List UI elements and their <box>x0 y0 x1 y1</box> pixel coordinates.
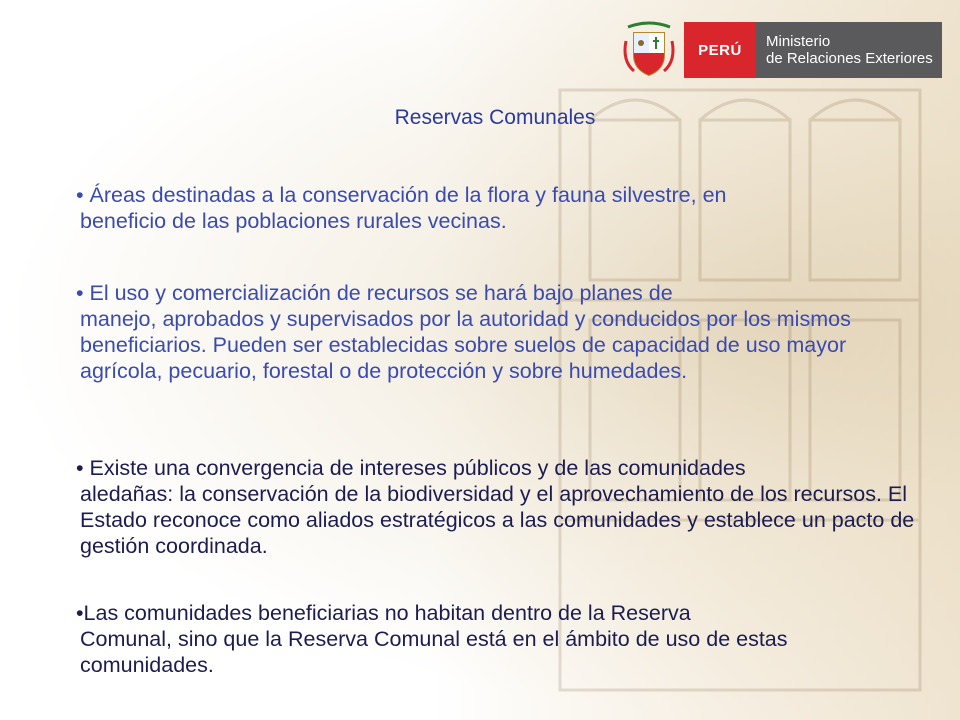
bullet-1 <box>76 182 900 234</box>
bullet-4 <box>76 600 910 678</box>
ministry-logo <box>620 20 942 80</box>
bullet-1-rest: beneficio de las poblaciones rurales vecinas. <box>80 209 507 233</box>
bullet-1-line1: • Áreas destinadas a la conservación de la flora y fauna silvestre, en <box>76 183 727 207</box>
slide-title: Reservas Comunales <box>394 106 596 129</box>
bullet-2 <box>76 280 920 384</box>
bullet-4-line1: •Las comunidades beneficiarias no habitan dentro de la Reserva <box>76 601 691 625</box>
bullet-4-rest: Comunal, sino que la Reserva Comunal está en el ámbito de uso de estas comunidades. <box>80 627 788 677</box>
ministry-name <box>756 22 942 78</box>
bullet-2-line1: • El uso y comercialización de recursos se hará bajo planes de <box>76 281 673 305</box>
country-label: PERÚ <box>684 22 756 78</box>
coat-of-arms-icon <box>620 21 678 79</box>
bullet-2-rest: manejo, aprobados y supervisados por la autoridad y conducidos por los mismos beneficiarios. Pueden ser establecidas sobre suelos de capacidad de uso mayor agrícola, pecuario, forestal o de protección y sobre humedades. <box>80 307 851 383</box>
bullet-3-line1: • Existe una convergencia de intereses públicos y de las comunidades <box>76 456 746 480</box>
bullet-3 <box>76 455 920 559</box>
ministry-line-2: de Relaciones Exteriores <box>766 50 933 67</box>
bullet-3-rest: aledañas: la conservación de la biodiversidad y el aprovechamiento de los recursos. El Estado reconoce como aliados estratégicos a las comunidades y establece un pacto de gestión coordinada. <box>80 482 915 558</box>
ministry-line-1: Ministerio <box>766 33 831 50</box>
